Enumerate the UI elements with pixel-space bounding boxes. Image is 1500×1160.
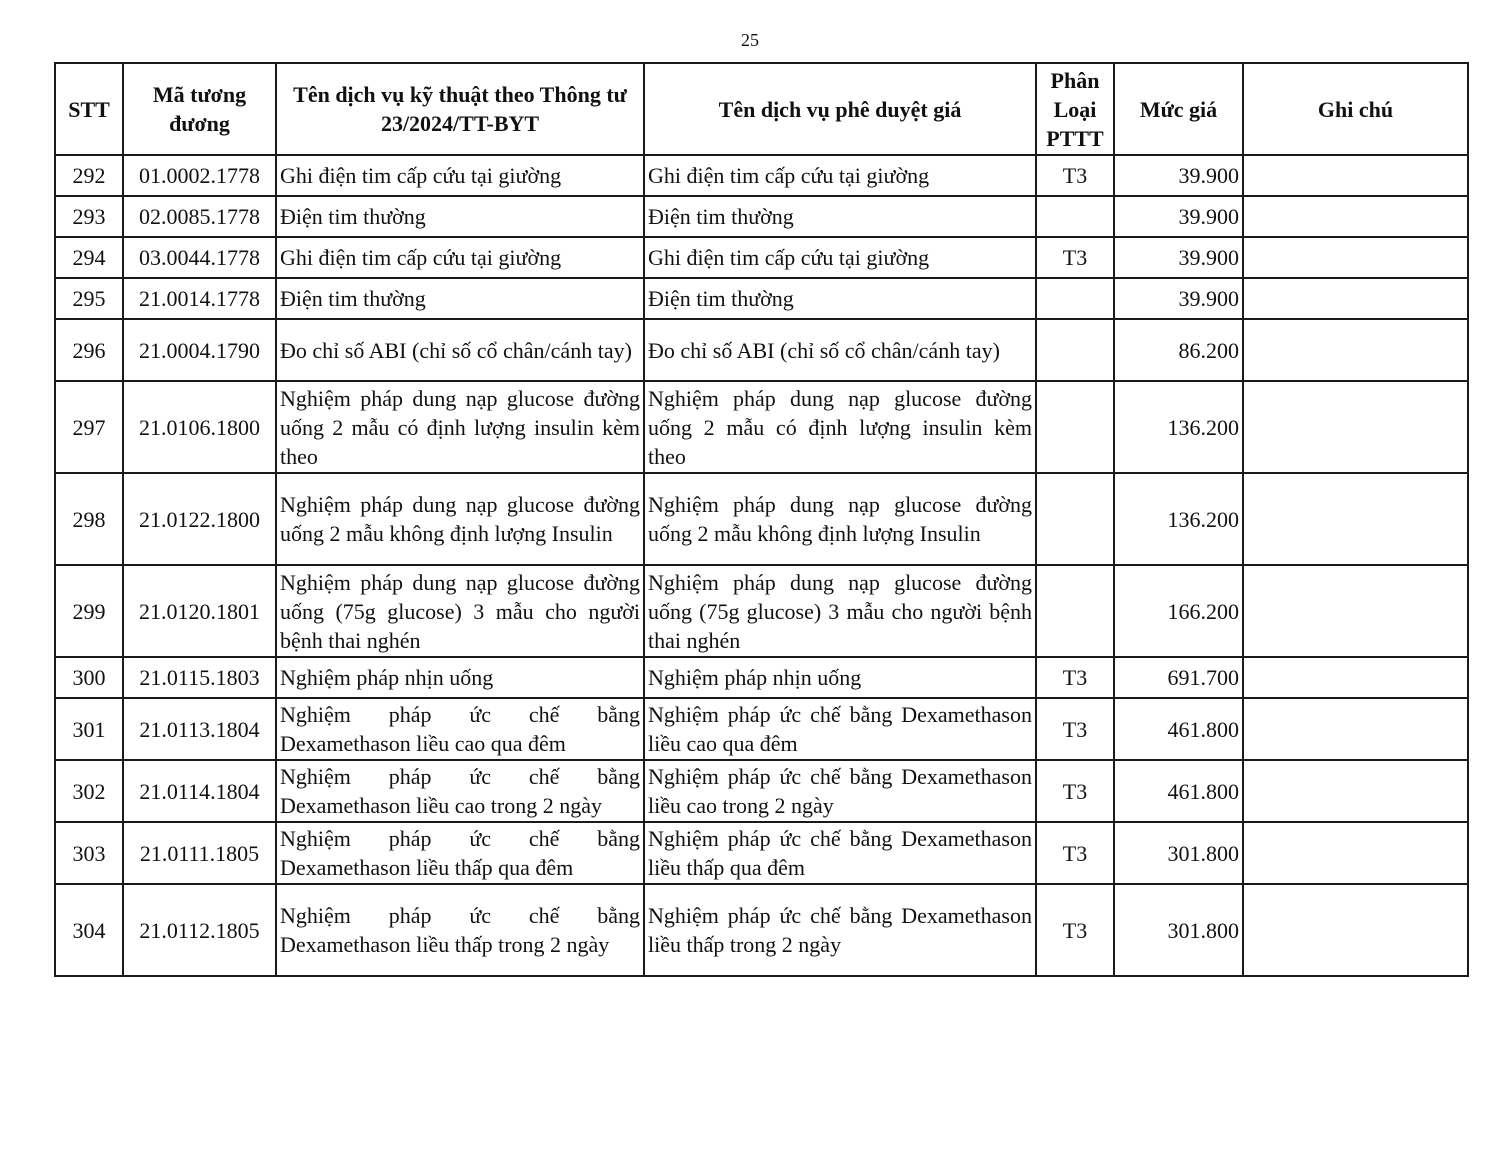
cell-service-name: Nghiệm pháp ức chế bằng Dexamethason liều cao qua đêm	[276, 698, 644, 760]
cell-classification: T3	[1036, 155, 1114, 196]
cell-price: 39.900	[1114, 278, 1243, 319]
cell-classification: T3	[1036, 822, 1114, 884]
cell-classification: T3	[1036, 884, 1114, 976]
cell-service-name: Nghiệm pháp ức chế bằng Dexamethason liều thấp qua đêm	[276, 822, 644, 884]
table-row	[55, 698, 1468, 760]
cell-code: 21.0111.1805	[123, 822, 276, 884]
header-classification: Phân Loại PTTT	[1036, 63, 1114, 155]
cell-service-name: Nghiệm pháp dung nạp glucose đường uống (75g glucose) 3 mẫu cho người bệnh thai nghén	[276, 565, 644, 657]
cell-price: 39.900	[1114, 196, 1243, 237]
header-stt: STT	[55, 63, 123, 155]
cell-service-name: Ghi điện tim cấp cứu tại giường	[276, 155, 644, 196]
cell-service-name: Nghiệm pháp ức chế bằng Dexamethason liều cao trong 2 ngày	[276, 760, 644, 822]
table-row	[55, 822, 1468, 884]
cell-stt: 302	[55, 760, 123, 822]
cell-stt: 292	[55, 155, 123, 196]
cell-approved-name: Ghi điện tim cấp cứu tại giường	[644, 237, 1036, 278]
cell-price: 691.700	[1114, 657, 1243, 698]
cell-code: 21.0122.1800	[123, 473, 276, 565]
cell-note	[1243, 278, 1468, 319]
cell-code: 02.0085.1778	[123, 196, 276, 237]
cell-code: 01.0002.1778	[123, 155, 276, 196]
cell-service-name: Nghiệm pháp ức chế bằng Dexamethason liều thấp trong 2 ngày	[276, 884, 644, 976]
cell-note	[1243, 565, 1468, 657]
cell-approved-name: Nghiệm pháp dung nạp glucose đường uống 2 mẫu có định lượng insulin kèm theo	[644, 381, 1036, 473]
cell-approved-name: Nghiệm pháp nhịn uống	[644, 657, 1036, 698]
cell-note	[1243, 760, 1468, 822]
cell-service-name: Đo chỉ số ABI (chỉ số cổ chân/cánh tay)	[276, 319, 644, 381]
cell-stt: 304	[55, 884, 123, 976]
cell-note	[1243, 473, 1468, 565]
cell-price: 461.800	[1114, 698, 1243, 760]
table-row	[55, 196, 1468, 237]
cell-classification: T3	[1036, 237, 1114, 278]
cell-stt: 294	[55, 237, 123, 278]
cell-code: 21.0113.1804	[123, 698, 276, 760]
page-number: 25	[741, 30, 759, 50]
cell-code: 03.0044.1778	[123, 237, 276, 278]
cell-stt: 301	[55, 698, 123, 760]
cell-code: 21.0114.1804	[123, 760, 276, 822]
cell-service-name: Nghiệm pháp nhịn uống	[276, 657, 644, 698]
cell-classification	[1036, 319, 1114, 381]
cell-code: 21.0014.1778	[123, 278, 276, 319]
table-header-row	[55, 63, 1468, 155]
header-price: Mức giá	[1114, 63, 1243, 155]
table-row	[55, 473, 1468, 565]
cell-note	[1243, 884, 1468, 976]
header-approved-name: Tên dịch vụ phê duyệt giá	[644, 63, 1036, 155]
table-row	[55, 237, 1468, 278]
cell-price: 461.800	[1114, 760, 1243, 822]
cell-note	[1243, 319, 1468, 381]
cell-price: 301.800	[1114, 884, 1243, 976]
cell-classification: T3	[1036, 760, 1114, 822]
cell-code: 21.0004.1790	[123, 319, 276, 381]
header-code: Mã tương đương	[123, 63, 276, 155]
cell-approved-name: Nghiệm pháp ức chế bằng Dexamethason liều thấp trong 2 ngày	[644, 884, 1036, 976]
cell-classification	[1036, 278, 1114, 319]
cell-classification	[1036, 565, 1114, 657]
cell-approved-name: Nghiệm pháp dung nạp glucose đường uống (75g glucose) 3 mẫu cho người bệnh thai nghén	[644, 565, 1036, 657]
cell-price: 136.200	[1114, 381, 1243, 473]
cell-note	[1243, 155, 1468, 196]
cell-code: 21.0115.1803	[123, 657, 276, 698]
cell-note	[1243, 237, 1468, 278]
cell-price: 136.200	[1114, 473, 1243, 565]
table-row	[55, 155, 1468, 196]
cell-note	[1243, 822, 1468, 884]
header-note: Ghi chú	[1243, 63, 1468, 155]
cell-classification	[1036, 381, 1114, 473]
table-row	[55, 760, 1468, 822]
cell-service-name: Nghiệm pháp dung nạp glucose đường uống 2 mẫu không định lượng Insulin	[276, 473, 644, 565]
cell-approved-name: Nghiệm pháp ức chế bằng Dexamethason liều cao trong 2 ngày	[644, 760, 1036, 822]
cell-approved-name: Nghiệm pháp dung nạp glucose đường uống 2 mẫu không định lượng Insulin	[644, 473, 1036, 565]
cell-stt: 298	[55, 473, 123, 565]
header-service-name: Tên dịch vụ kỹ thuật theo Thông tư 23/2024/TT-BYT	[276, 63, 644, 155]
cell-classification: T3	[1036, 657, 1114, 698]
price-table	[54, 62, 1469, 977]
cell-classification	[1036, 473, 1114, 565]
cell-code: 21.0106.1800	[123, 381, 276, 473]
cell-code: 21.0112.1805	[123, 884, 276, 976]
table-row	[55, 657, 1468, 698]
cell-stt: 303	[55, 822, 123, 884]
cell-price: 301.800	[1114, 822, 1243, 884]
cell-classification	[1036, 196, 1114, 237]
cell-stt: 297	[55, 381, 123, 473]
cell-service-name: Điện tim thường	[276, 278, 644, 319]
cell-note	[1243, 698, 1468, 760]
table-row	[55, 381, 1468, 473]
cell-service-name: Điện tim thường	[276, 196, 644, 237]
cell-stt: 295	[55, 278, 123, 319]
cell-note	[1243, 657, 1468, 698]
cell-approved-name: Đo chỉ số ABI (chỉ số cổ chân/cánh tay)	[644, 319, 1036, 381]
cell-note	[1243, 196, 1468, 237]
cell-price: 39.900	[1114, 155, 1243, 196]
table-row	[55, 319, 1468, 381]
cell-approved-name: Nghiệm pháp ức chế bằng Dexamethason liều cao qua đêm	[644, 698, 1036, 760]
cell-stt: 299	[55, 565, 123, 657]
cell-code: 21.0120.1801	[123, 565, 276, 657]
cell-stt: 300	[55, 657, 123, 698]
table-row	[55, 278, 1468, 319]
cell-price: 86.200	[1114, 319, 1243, 381]
table-body	[55, 155, 1468, 976]
cell-stt: 296	[55, 319, 123, 381]
table-row	[55, 884, 1468, 976]
cell-approved-name: Ghi điện tim cấp cứu tại giường	[644, 155, 1036, 196]
cell-price: 166.200	[1114, 565, 1243, 657]
cell-service-name: Ghi điện tim cấp cứu tại giường	[276, 237, 644, 278]
cell-approved-name: Điện tim thường	[644, 196, 1036, 237]
cell-approved-name: Điện tim thường	[644, 278, 1036, 319]
cell-note	[1243, 381, 1468, 473]
cell-approved-name: Nghiệm pháp ức chế bằng Dexamethason liều thấp qua đêm	[644, 822, 1036, 884]
cell-service-name: Nghiệm pháp dung nạp glucose đường uống 2 mẫu có định lượng insulin kèm theo	[276, 381, 644, 473]
cell-price: 39.900	[1114, 237, 1243, 278]
cell-classification: T3	[1036, 698, 1114, 760]
table-row	[55, 565, 1468, 657]
cell-stt: 293	[55, 196, 123, 237]
